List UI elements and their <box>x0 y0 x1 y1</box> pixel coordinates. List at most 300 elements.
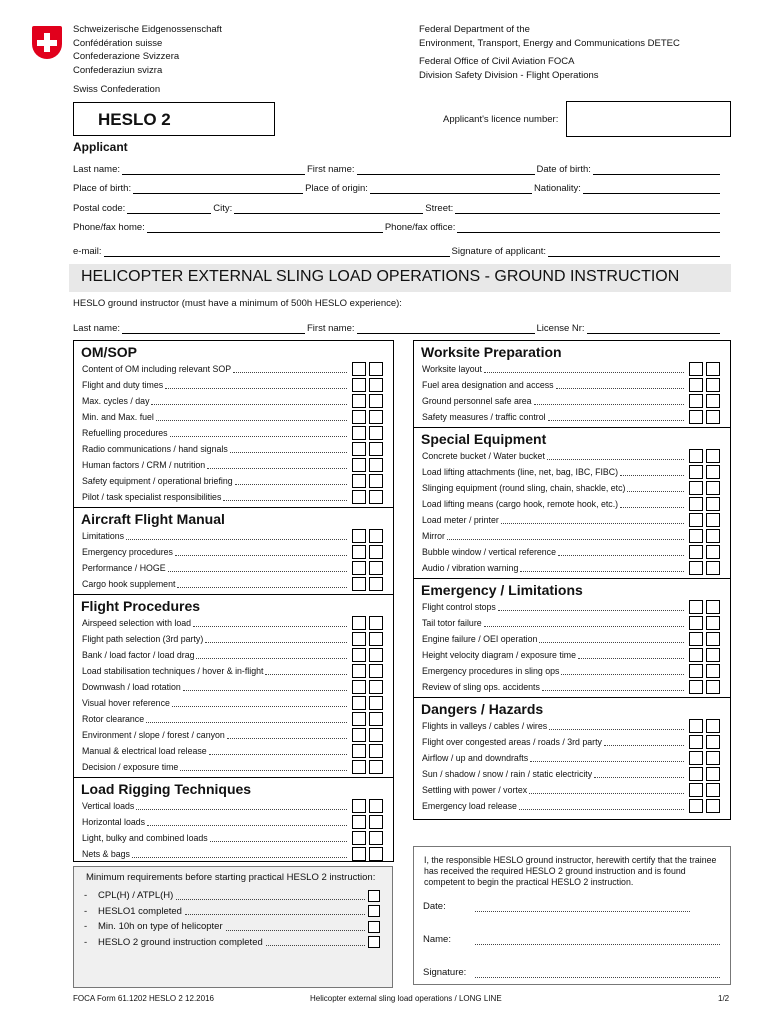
checkbox-a[interactable] <box>689 513 703 527</box>
leader-dots <box>168 564 347 572</box>
instructor-row <box>73 320 722 334</box>
checklist-item <box>74 409 393 425</box>
checklist-item-label: Bank / load factor / load drag <box>82 650 195 660</box>
checklist-item <box>74 846 393 862</box>
checkbox-a[interactable] <box>689 799 703 813</box>
street-field[interactable] <box>455 204 720 214</box>
checkbox-a[interactable] <box>352 474 366 488</box>
checklist-item-label: Load stabilisation techniques / hover & in-flight <box>82 666 264 676</box>
requirement-row: - Min. 10h on type of helicopter <box>74 919 392 935</box>
checkbox-b[interactable] <box>706 561 720 575</box>
checkbox-b[interactable] <box>706 751 720 765</box>
checklist-item-label: Decision / exposure time <box>82 762 179 772</box>
header-right-line: Federal Department of the <box>419 24 530 35</box>
city-label: City: <box>213 203 233 214</box>
checkbox-b[interactable] <box>369 426 383 440</box>
footer-form-id: FOCA Form 61.1202 HESLO 2 12.2016 <box>73 994 214 1003</box>
checklist-item <box>74 457 393 473</box>
checklist-item <box>414 599 730 615</box>
checkbox-a[interactable] <box>689 481 703 495</box>
header-right <box>419 23 680 82</box>
right-section <box>414 341 730 427</box>
checklist-item-label: Nets & bags <box>82 849 130 859</box>
checkbox-b[interactable] <box>369 744 383 758</box>
leader-dots <box>519 802 684 810</box>
leader-dots <box>136 802 347 810</box>
checklist-item <box>414 512 730 528</box>
phone-office-field[interactable] <box>457 223 720 233</box>
leader-dots <box>209 747 347 755</box>
checkbox-b[interactable] <box>369 831 383 845</box>
checkbox-a[interactable] <box>689 719 703 733</box>
phone-home-label: Phone/fax home: <box>73 222 145 233</box>
checklist-item-label: Human factors / CRM / nutrition <box>82 460 206 470</box>
checklist-item <box>414 663 730 679</box>
cert-date-field[interactable] <box>475 904 690 912</box>
checklist-item-label: Min. and Max. fuel <box>82 412 154 422</box>
instructor-last-name-label: Last name: <box>73 323 120 334</box>
checkbox-a[interactable] <box>352 799 366 813</box>
checklist-item <box>74 361 393 377</box>
header-left-line: Confédération suisse <box>73 37 163 49</box>
email-label: e-mail: <box>73 246 102 257</box>
checkbox-b[interactable] <box>369 760 383 774</box>
checkbox-a[interactable] <box>352 442 366 456</box>
checkbox-b[interactable] <box>369 847 383 861</box>
checklist-item <box>414 361 730 377</box>
leader-dots <box>126 532 347 540</box>
cert-name-row <box>423 934 720 945</box>
checkbox-a[interactable] <box>689 410 703 424</box>
checklist-item-label: Emergency load release <box>422 801 517 811</box>
leader-dots <box>534 397 684 405</box>
leader-dots <box>620 500 684 508</box>
instructor-first-name-field[interactable] <box>357 324 535 334</box>
applicant-heading: Applicant <box>73 140 128 154</box>
checkbox-b[interactable] <box>369 728 383 742</box>
checklist-item <box>414 734 730 750</box>
checklist-item-label: Horizontal loads <box>82 817 146 827</box>
checkbox-b[interactable] <box>369 664 383 678</box>
requirement-label: CPL(H) / ATPL(H) <box>98 890 174 902</box>
checkbox-a[interactable] <box>352 577 366 591</box>
leader-dots <box>558 548 684 556</box>
checklist-item <box>414 798 730 814</box>
checkbox-a[interactable] <box>352 426 366 440</box>
place-of-origin-label: Place of origin: <box>305 183 368 194</box>
licence-number-input[interactable] <box>566 101 731 137</box>
checkbox-b[interactable] <box>706 394 720 408</box>
postal-code-label: Postal code: <box>73 203 126 214</box>
checkbox-a[interactable] <box>689 783 703 797</box>
certification-box <box>413 846 731 985</box>
checklist-item <box>414 766 730 782</box>
checklist-item-label: Sun / shadow / snow / rain / static electricity <box>422 769 593 779</box>
checklist-item-label: Airspeed selection with load <box>82 618 192 628</box>
requirement-checkbox[interactable] <box>368 921 380 933</box>
checkbox-b[interactable] <box>369 648 383 662</box>
leader-dots <box>484 619 684 627</box>
checkbox-b[interactable] <box>706 767 720 781</box>
leader-dots <box>177 580 347 588</box>
leader-dots <box>230 445 347 453</box>
header-left-line: Confederazione Svizzera <box>73 51 180 62</box>
signature-field[interactable] <box>548 247 720 257</box>
checkbox-a[interactable] <box>352 712 366 726</box>
leader-dots <box>498 603 684 611</box>
checkbox-b[interactable] <box>706 600 720 614</box>
leader-dots <box>175 548 347 556</box>
checkbox-a[interactable] <box>352 410 366 424</box>
checkbox-a[interactable] <box>352 458 366 472</box>
applicant-row-5 <box>73 243 722 257</box>
email-field[interactable] <box>104 247 450 257</box>
checklist-item-label: Tail totor failure <box>422 618 482 628</box>
form-title-box: HESLO 2 <box>73 102 275 136</box>
leader-dots <box>520 564 684 572</box>
checkbox-b[interactable] <box>369 632 383 646</box>
left-section <box>74 341 393 507</box>
checklist-item <box>414 560 730 576</box>
leader-dots <box>620 468 684 476</box>
checkbox-a[interactable] <box>352 760 366 774</box>
cert-signature-label: Signature: <box>423 967 467 978</box>
right-checklist <box>413 340 731 820</box>
leader-dots <box>235 477 347 485</box>
checklist-item <box>414 647 730 663</box>
checklist-item-label: Cargo hook supplement <box>82 579 176 589</box>
header-left-line: Schweizerische Eidgenossenschaft <box>73 24 222 35</box>
first-name-label: First name: <box>307 164 355 175</box>
left-section <box>74 507 393 594</box>
license-nr-field[interactable] <box>587 324 720 334</box>
checkbox-b[interactable] <box>369 815 383 829</box>
checkbox-b[interactable] <box>369 362 383 376</box>
checklist-item-label: Airflow / up and downdrafts <box>422 753 529 763</box>
checkbox-b[interactable] <box>369 490 383 504</box>
checkbox-b[interactable] <box>706 648 720 662</box>
header-right-line: Division Safety Division - Flight Operations <box>419 69 599 81</box>
checkbox-b[interactable] <box>369 561 383 575</box>
requirement-row: - HESLO1 completed <box>74 904 392 920</box>
checklist-item-label: Rotor clearance <box>82 714 145 724</box>
checkbox-a[interactable] <box>689 616 703 630</box>
checklist-item <box>74 663 393 679</box>
checklist-item <box>74 759 393 775</box>
checkbox-b[interactable] <box>369 680 383 694</box>
applicant-row-1 <box>73 161 722 175</box>
checklist-item <box>74 695 393 711</box>
leader-dots <box>172 699 347 707</box>
checkbox-a[interactable] <box>689 378 703 392</box>
checklist-item-label: Vertical loads <box>82 801 135 811</box>
applicant-row-2 <box>73 180 722 194</box>
checkbox-a[interactable] <box>352 728 366 742</box>
checklist-item-label: Environment / slope / forest / canyon <box>82 730 225 740</box>
street-label: Street: <box>425 203 454 214</box>
checklist-item-label: Load meter / printer <box>422 515 499 525</box>
checklist-item-label: Performance / HOGE <box>82 563 166 573</box>
checklist-item <box>74 489 393 505</box>
section-title: Aircraft Flight Manual <box>81 511 225 527</box>
checklist-item-label: Worksite layout <box>422 364 482 374</box>
left-checklist <box>73 340 394 862</box>
checklist-item-label: Max. cycles / day <box>82 396 150 406</box>
leader-dots <box>549 722 684 730</box>
checkbox-b[interactable] <box>706 783 720 797</box>
checkbox-b[interactable] <box>706 362 720 376</box>
leader-dots <box>170 429 347 437</box>
checklist-item <box>74 544 393 560</box>
leader-dots <box>542 683 684 691</box>
checkbox-a[interactable] <box>352 394 366 408</box>
leader-dots <box>146 715 347 723</box>
leader-dots <box>578 651 684 659</box>
checklist-item <box>74 473 393 489</box>
checkbox-b[interactable] <box>369 712 383 726</box>
checkbox-a[interactable] <box>689 529 703 543</box>
checkbox-b[interactable] <box>706 378 720 392</box>
checkbox-b[interactable] <box>369 545 383 559</box>
checkbox-a[interactable] <box>352 616 366 630</box>
leader-dots <box>604 738 684 746</box>
checkbox-b[interactable] <box>706 680 720 694</box>
checkbox-b[interactable] <box>369 394 383 408</box>
checkbox-b[interactable] <box>706 616 720 630</box>
checklist-item <box>414 631 730 647</box>
footer-page: 1/2 <box>718 994 730 1003</box>
checkbox-a[interactable] <box>689 648 703 662</box>
checklist-item-label: Emergency procedures in sling ops <box>422 666 560 676</box>
leader-dots <box>205 635 347 643</box>
date-of-birth-label: Date of birth: <box>536 164 591 175</box>
checklist-item <box>74 727 393 743</box>
first-name-field[interactable] <box>357 165 535 175</box>
checkbox-b[interactable] <box>369 529 383 543</box>
checkbox-a[interactable] <box>689 545 703 559</box>
leader-dots <box>183 683 347 691</box>
checkbox-a[interactable] <box>352 815 366 829</box>
checkbox-b[interactable] <box>369 616 383 630</box>
checkbox-a[interactable] <box>352 696 366 710</box>
left-section <box>74 594 393 777</box>
checkbox-a[interactable] <box>352 529 366 543</box>
checklist-item <box>414 544 730 560</box>
checkbox-b[interactable] <box>706 529 720 543</box>
checkbox-a[interactable] <box>352 680 366 694</box>
checkbox-a[interactable] <box>689 362 703 376</box>
checkbox-b[interactable] <box>706 497 720 511</box>
checkbox-b[interactable] <box>706 513 720 527</box>
cert-name-field[interactable] <box>475 937 720 945</box>
license-nr-label: License Nr: <box>536 323 585 334</box>
checkbox-a[interactable] <box>352 664 366 678</box>
checkbox-b[interactable] <box>369 410 383 424</box>
phone-office-label: Phone/fax office: <box>384 222 456 233</box>
section-title: Load Rigging Techniques <box>81 781 252 797</box>
section-title: OM/SOP <box>81 344 138 360</box>
cert-name-label: Name: <box>423 934 451 945</box>
section-title: Dangers / Hazards <box>421 701 544 717</box>
checklist-item-label: Refuelling procedures <box>82 428 168 438</box>
checkbox-b[interactable] <box>706 719 720 733</box>
right-section <box>414 578 730 697</box>
checklist-item-label: Visual hover reference <box>82 698 170 708</box>
checklist-item-label: Flight control stops <box>422 602 496 612</box>
checkbox-b[interactable] <box>706 465 720 479</box>
requirement-label: HESLO 2 ground instruction completed <box>98 936 263 948</box>
checklist-item-label: Light, bulky and combined loads <box>82 833 208 843</box>
checkbox-a[interactable] <box>352 362 366 376</box>
checkbox-b[interactable] <box>369 799 383 813</box>
nationality-label: Nationality: <box>533 183 581 194</box>
header-left-line: Confederaziun svizra <box>73 64 163 76</box>
leader-dots <box>547 452 684 460</box>
checkbox-b[interactable] <box>369 458 383 472</box>
checklist-item <box>414 448 730 464</box>
checklist-item <box>414 496 730 512</box>
checkbox-a[interactable] <box>689 497 703 511</box>
checklist-item <box>414 480 730 496</box>
requirement-checkbox[interactable] <box>368 890 380 902</box>
place-of-birth-field[interactable] <box>133 184 303 194</box>
leader-dots <box>265 667 347 675</box>
leader-dots <box>561 667 684 675</box>
footer-center: Helicopter external sling load operations / LONG LINE <box>310 994 502 1003</box>
checklist-item-label: Fuel area designation and access <box>422 380 554 390</box>
instructor-note: HESLO ground instructor (must have a minimum of 500h HESLO experience): <box>73 298 402 309</box>
leader-dots <box>447 532 684 540</box>
checkbox-a[interactable] <box>352 847 366 861</box>
leader-dots <box>594 770 684 778</box>
last-name-label: Last name: <box>73 164 120 175</box>
phone-home-field[interactable] <box>147 223 383 233</box>
checklist-item <box>414 718 730 734</box>
checklist-item-label: Settling with power / vortex <box>422 785 528 795</box>
checkbox-a[interactable] <box>689 735 703 749</box>
checkbox-a[interactable] <box>689 632 703 646</box>
checklist-item <box>414 782 730 798</box>
checkbox-b[interactable] <box>369 378 383 392</box>
place-of-origin-field[interactable] <box>370 184 532 194</box>
checkbox-b[interactable] <box>706 735 720 749</box>
nationality-field[interactable] <box>583 184 720 194</box>
checkbox-b[interactable] <box>706 481 720 495</box>
signature-label: Signature of applicant: <box>451 246 547 257</box>
checkbox-a[interactable] <box>352 632 366 646</box>
checkbox-b[interactable] <box>706 410 720 424</box>
checklist-item <box>414 377 730 393</box>
checklist-item <box>414 464 730 480</box>
checklist-item-label: Height velocity diagram / exposure time <box>422 650 577 660</box>
leader-dots <box>210 834 347 842</box>
requirement-label: HESLO1 completed <box>98 905 182 917</box>
checkbox-a[interactable] <box>352 490 366 504</box>
left-section <box>74 777 393 864</box>
checklist-item <box>74 679 393 695</box>
checkbox-a[interactable] <box>352 545 366 559</box>
checkbox-a[interactable] <box>689 561 703 575</box>
leader-dots <box>548 413 684 421</box>
checklist-item <box>414 528 730 544</box>
checkbox-a[interactable] <box>689 767 703 781</box>
checklist-item <box>74 576 393 592</box>
checklist-item-label: Mirror <box>422 531 445 541</box>
leader-dots <box>501 516 684 524</box>
checkbox-a[interactable] <box>689 449 703 463</box>
instructor-first-name-label: First name: <box>307 323 355 334</box>
checkbox-a[interactable] <box>689 664 703 678</box>
checkbox-a[interactable] <box>352 831 366 845</box>
min-requirements-box <box>73 866 393 988</box>
checkbox-b[interactable] <box>706 799 720 813</box>
checkbox-a[interactable] <box>689 600 703 614</box>
checklist-item <box>74 631 393 647</box>
checkbox-b[interactable] <box>369 474 383 488</box>
leader-dots <box>233 365 347 373</box>
checklist-item-label: Load lifting attachments (line, net, bag, IBC, FIBC) <box>422 467 619 477</box>
postal-code-field[interactable] <box>127 204 211 214</box>
leader-dots <box>196 651 347 659</box>
leader-dots <box>484 365 684 373</box>
leader-dots <box>530 754 684 762</box>
last-name-field[interactable] <box>122 165 305 175</box>
checkbox-b[interactable] <box>369 442 383 456</box>
checklist-item <box>74 560 393 576</box>
checkbox-a[interactable] <box>689 751 703 765</box>
checkbox-a[interactable] <box>689 394 703 408</box>
checkbox-b[interactable] <box>706 545 720 559</box>
checkbox-a[interactable] <box>352 561 366 575</box>
instructor-last-name-field[interactable] <box>122 324 305 334</box>
checklist-item-label: Review of sling ops. accidents <box>422 682 540 692</box>
checkbox-b[interactable] <box>706 632 720 646</box>
checkbox-a[interactable] <box>352 744 366 758</box>
checklist-item <box>74 528 393 544</box>
leader-dots <box>539 635 684 643</box>
cert-signature-field[interactable] <box>475 970 720 978</box>
checkbox-b[interactable] <box>369 696 383 710</box>
checklist-item-label: Slinging equipment (round sling, chain, shackle, etc) <box>422 483 626 493</box>
checkbox-b[interactable] <box>706 449 720 463</box>
checklist-item-label: Flight over congested areas / roads / 3rd party <box>422 737 602 747</box>
checkbox-b[interactable] <box>369 577 383 591</box>
section-title: Flight Procedures <box>81 598 201 614</box>
section-title: Emergency / Limitations <box>421 582 583 598</box>
city-field[interactable] <box>234 204 423 214</box>
checkbox-b[interactable] <box>706 664 720 678</box>
requirement-checkbox[interactable] <box>368 905 380 917</box>
checklist-item-label: Emergency procedures <box>82 547 173 557</box>
checkbox-a[interactable] <box>352 378 366 392</box>
applicant-row-4 <box>73 219 722 233</box>
leader-dots <box>156 413 347 421</box>
checkbox-a[interactable] <box>689 465 703 479</box>
checklist-item-label: Bubble window / vertical reference <box>422 547 556 557</box>
checklist-item <box>74 425 393 441</box>
checkbox-a[interactable] <box>689 680 703 694</box>
checklist-item <box>74 711 393 727</box>
checkbox-a[interactable] <box>352 648 366 662</box>
checklist-item <box>74 830 393 846</box>
date-of-birth-field[interactable] <box>593 165 720 175</box>
checklist-item-label: Content of OM including relevant SOP <box>82 364 232 374</box>
swiss-confederation-label: Swiss Confederation <box>73 84 161 95</box>
checklist-item <box>414 409 730 425</box>
requirement-checkbox[interactable] <box>368 936 380 948</box>
leader-dots <box>151 397 347 405</box>
licence-number-label: Applicant's licence number: <box>443 114 559 125</box>
